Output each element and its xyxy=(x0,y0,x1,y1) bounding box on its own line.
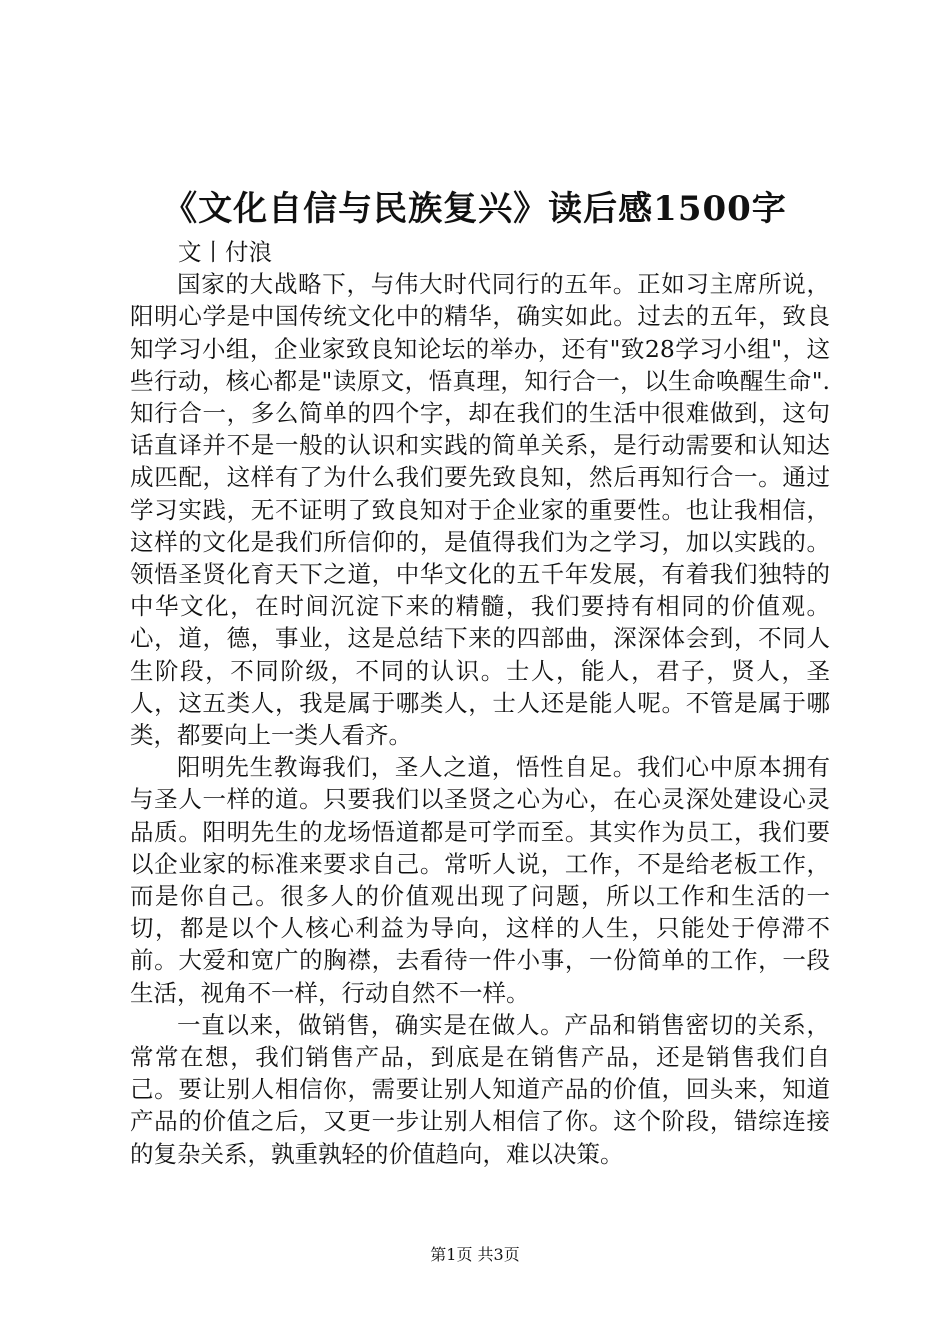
author-line: 文丨付浪 xyxy=(178,238,272,266)
paragraph-2: 阳明先生教诲我们，圣人之道，悟性自足。我们心中原本拥有与圣人一样的道。只要我们以圣贤之心为心，在心灵深处建设心灵品质。阳明先生的龙场悟道都是可学而至。其实作为员工，我们要以企业家的标准来要求自己。常听人说，工作，不是给老板工作，而是你自己。很多人的价值观出现了问题，所以工作和生活的一切，都是以个人核心利益为导向，这样的人生，只能处于停滞不前。大爱和宽广的胸襟，去看待一件小事，一份简单的工作，一段生活，视角不一样，行动自然不一样。 xyxy=(130,753,830,1007)
document-body xyxy=(130,236,830,1170)
document-title: 《文化自信与民族复兴》读后感1500字 xyxy=(163,189,787,229)
paragraph-3: 一直以来，做销售，确实是在做人。产品和销售密切的关系，常常在想，我们销售产品，到底是在销售产品，还是销售我们自己。要让别人相信你，需要让别人知道产品的价值，回头来，知道产品的价值之后，又更一步让别人相信了你。这个阶段，错综连接的复杂关系，孰重孰轻的价值趋向，难以决策。 xyxy=(130,1010,830,1168)
page-number-footer: 第1页 共3页 xyxy=(430,1245,520,1264)
paragraph-1: 国家的大战略下，与伟大时代同行的五年。正如习主席所说，阳明心学是中国传统文化中的精华，确实如此。过去的五年，致良知学习小组，企业家致良知论坛的举办，还有"致28学习小组"，这些行动，核心都是"读原文，悟真理，知行合一，以生命唤醒生命".知行合一，多么简单的四个字，却在我们的生活中很难做到，这句话直译并不是一般的认识和实践的简单关系，是行动需要和认知达成匹配，这样有了为什么我们要先致良知，然后再知行合一。通过学习实践，无不证明了致良知对于企业家的重要性。也让我相信，这样的文化是我们所信仰的，是值得我们为之学习，加以实践的。领悟圣贤化育天下之道，中华文化的五千年发展，有着我们独特的中华文化，在时间沉淀下来的精髓，我们要持有相同的价值观。心，道，德，事业，这是总结下来的四部曲，深深体会到，不同人生阶段，不同阶级，不同的认识。士人，能人，君子，贤人，圣人，这五类人，我是属于哪类人，士人还是能人呢。不管是属于哪类，都要向上一类人看齐。 xyxy=(130,270,830,750)
